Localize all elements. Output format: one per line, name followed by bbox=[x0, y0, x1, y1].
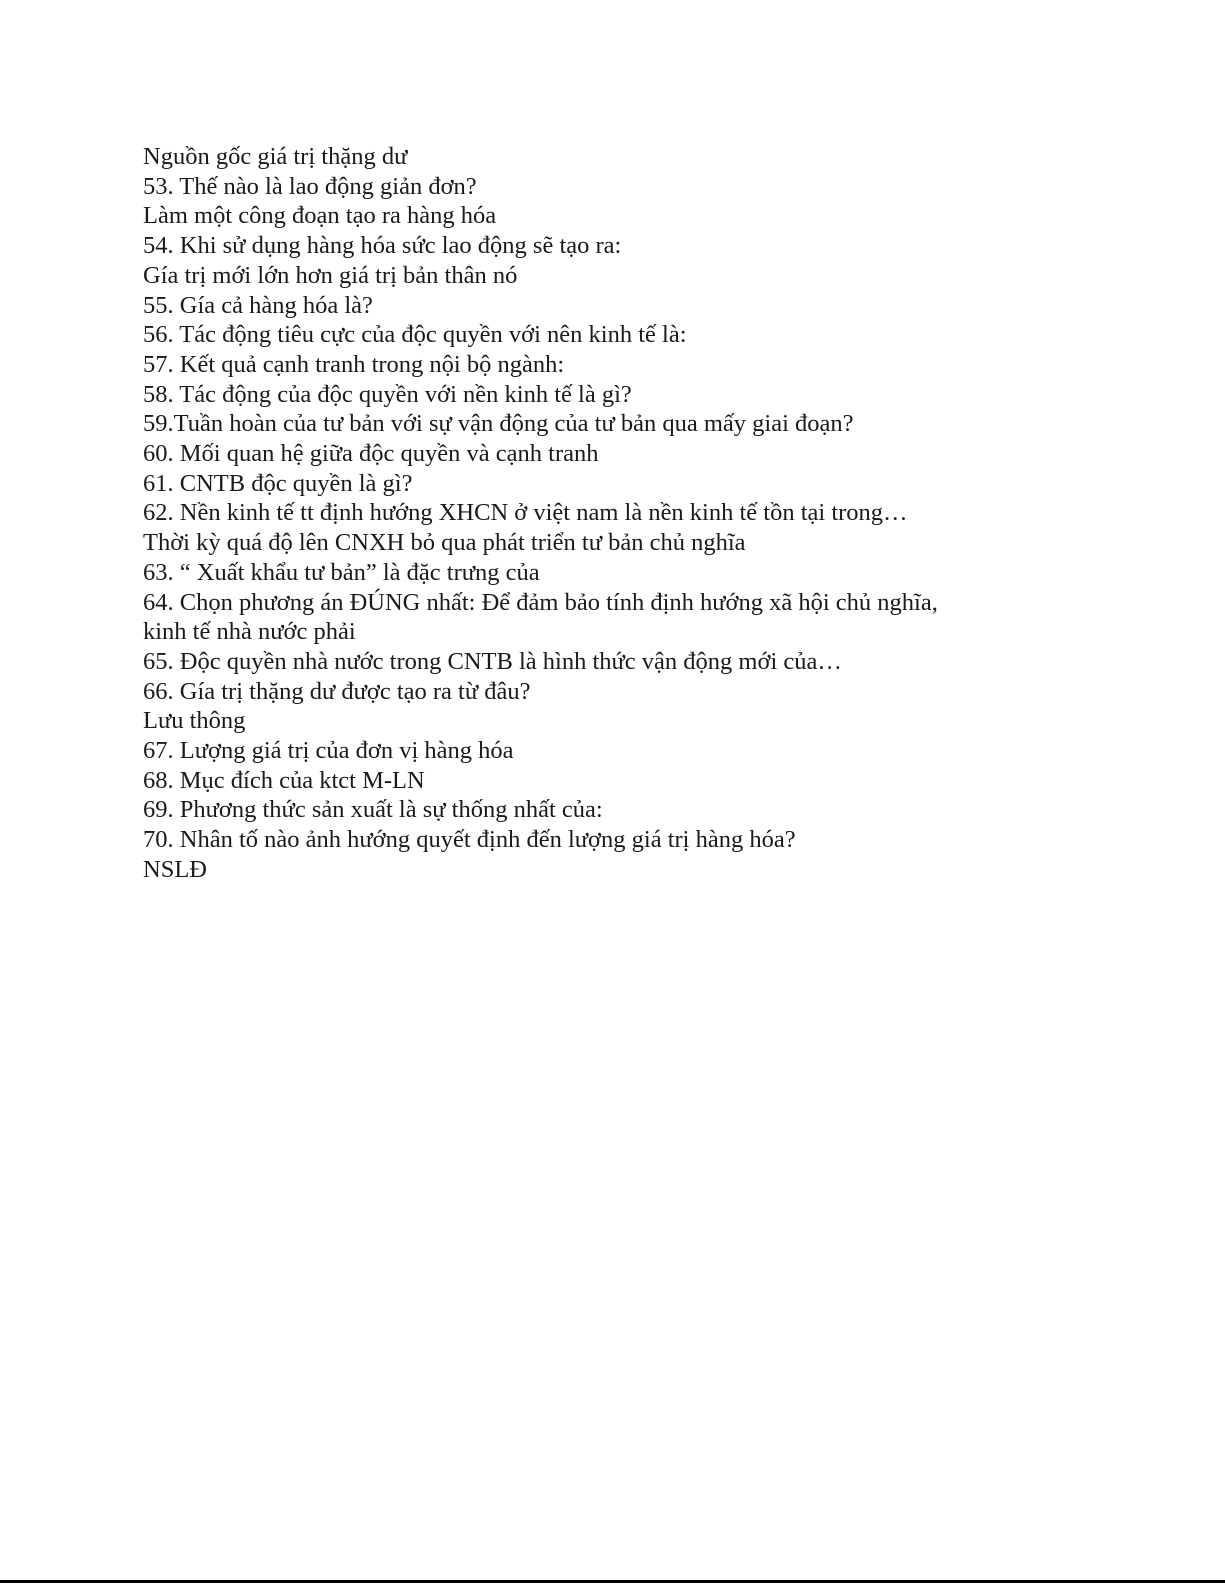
answer-54: Gía trị mới lớn hơn giá trị bản thân nó bbox=[143, 261, 518, 289]
question-64-continued: kinh tế nhà nước phải bbox=[143, 618, 356, 646]
answer-66: Lưu thông bbox=[143, 707, 246, 735]
question-60: 60. Mối quan hệ giữa độc quyền và cạnh tranh bbox=[143, 440, 599, 468]
question-53: 53. Thế nào là lao động giản đơn? bbox=[143, 172, 477, 200]
question-61: 61. CNTB độc quyền là gì? bbox=[143, 469, 413, 497]
question-59: 59.Tuần hoàn của tư bản với sự vận động của tư bản qua mấy giai đoạn? bbox=[143, 410, 854, 438]
bottom-border-line bbox=[0, 1580, 1225, 1583]
question-63: 63. “ Xuất khẩu tư bản” là đặc trưng của bbox=[143, 558, 540, 586]
question-66: 66. Gía trị thặng dư được tạo ra từ đâu? bbox=[143, 677, 531, 705]
question-57: 57. Kết quả cạnh tranh trong nội bộ ngành: bbox=[143, 350, 565, 378]
question-70: 70. Nhân tố nào ảnh hướng quyết định đến lượng giá trị hàng hóa? bbox=[143, 826, 796, 854]
question-62: 62. Nền kinh tế tt định hướng XHCN ở việt nam là nền kinh tế tồn tại trong… bbox=[143, 499, 908, 527]
answer-70: NSLĐ bbox=[143, 855, 207, 883]
question-68: 68. Mục đích của ktct M-LN bbox=[143, 766, 425, 794]
question-64: 64. Chọn phương án ĐÚNG nhất: Để đảm bảo tính định hướng xã hội chủ nghĩa, bbox=[143, 588, 938, 616]
document-text bbox=[143, 142, 1183, 885]
question-55: 55. Gía cả hàng hóa là? bbox=[143, 291, 373, 319]
text-line: Nguồn gốc giá trị thặng dư bbox=[143, 143, 408, 170]
answer-53: Làm một công đoạn tạo ra hàng hóa bbox=[143, 202, 497, 230]
question-58: 58. Tác động của độc quyền với nền kinh tế là gì? bbox=[143, 380, 632, 408]
question-56: 56. Tác động tiêu cực của độc quyền với nên kinh tế là: bbox=[143, 321, 687, 349]
question-65: 65. Độc quyền nhà nước trong CNTB là hình thức vận động mới của… bbox=[143, 647, 842, 675]
question-69: 69. Phương thức sản xuất là sự thống nhất của: bbox=[143, 796, 603, 824]
question-54: 54. Khi sử dụng hàng hóa sức lao động sẽ tạo ra: bbox=[143, 232, 622, 260]
answer-62: Thời kỳ quá độ lên CNXH bỏ qua phát triển tư bản chủ nghĩa bbox=[143, 529, 746, 557]
question-67: 67. Lượng giá trị của đơn vị hàng hóa bbox=[143, 737, 514, 765]
